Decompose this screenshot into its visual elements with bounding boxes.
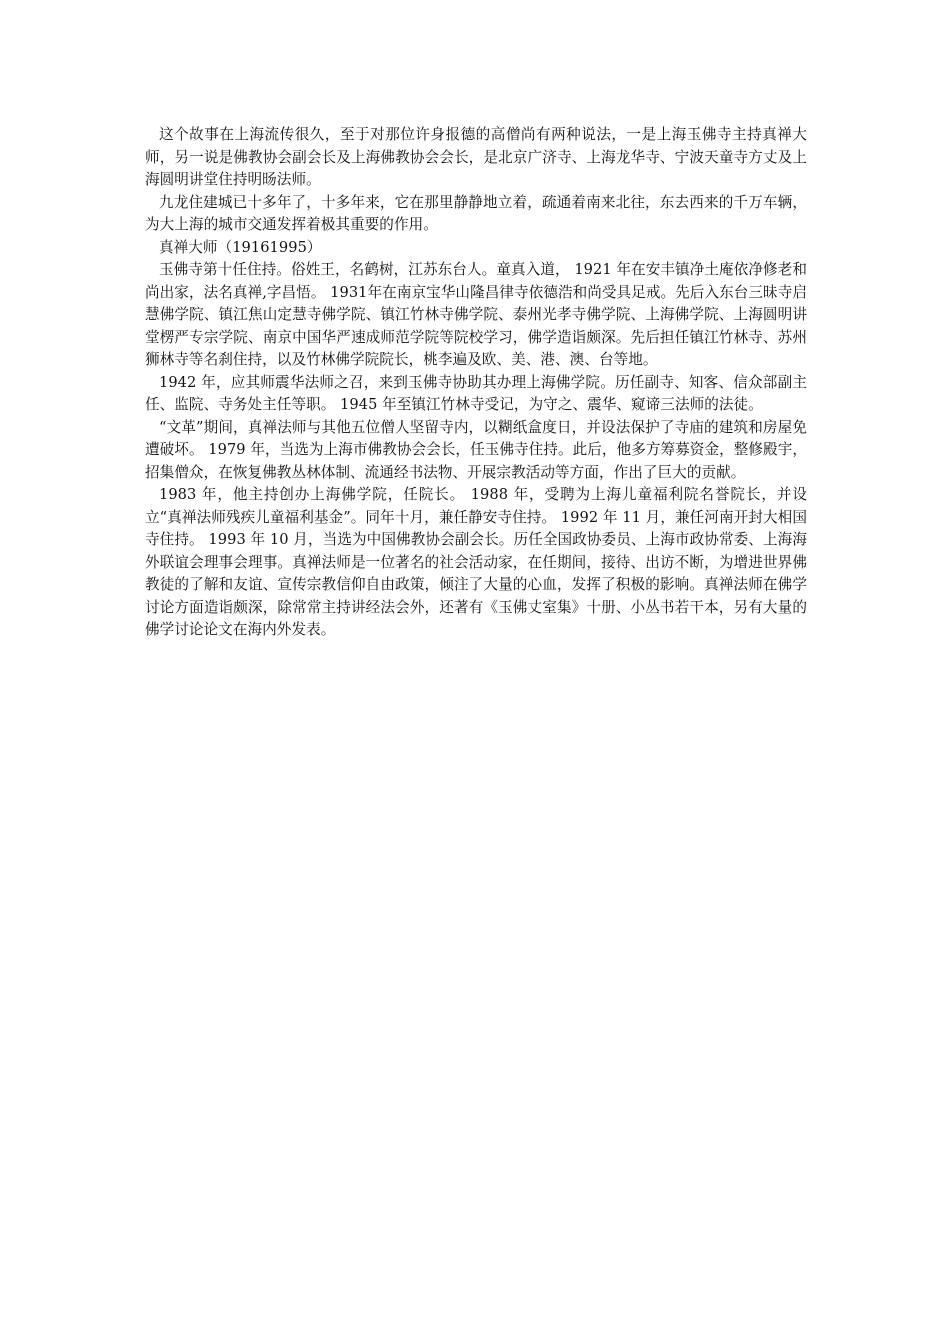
paragraph-1983: 1983 年，他主持创办上海佛学院，任院长。 1988 年，受聘为上海儿童福利院名誉院长，并设立“真禅法师残疾儿童福利基金”。同年十月，兼任静安寺住持。 1992 年 11 月，兼任河南开封大相国寺住持。 1993 年 10 月，当选为中国佛教协会副会长。历任全国政协委员、上海市政协常委、上海海外联谊会理事会理事。真禅法师是一位著名的社会活动家，在任期间，接待、出访不断，为增进世界佛教徒的了解和友谊、宣传宗教信仰自由政策，倾注了大量的心血，发挥了积极的影响。真禅法师在佛学讨论方面造诣颇深，除常常主持讲经法会外，还著有《玉佛丈室集》十册、小丛书若干本，另有大量的佛学讨论论文在海内外发表。 bbox=[145, 486, 807, 638]
paragraph-cultural-revolution: “文革”期间，真禅法师与其他五位僧人坚留寺内，以糊纸盒度日，并设法保护了寺庙的建筑和房屋免遭破坏。 1979 年，当选为上海市佛教协会会长，任玉佛寺住持。此后，他多方筹募资金，整修殿宇，招集僧众，在恢复佛教丛林体制、流通经书法物、开展宗教活动等方面，作出了巨大的贡献。 bbox=[145, 418, 807, 481]
paragraph-intro: 这个故事在上海流传很久，至于对那位许身报德的高僧尚有两种说法，一是上海玉佛寺主持真禅大师，另一说是佛教协会副会长及上海佛教协会会长，是北京广济寺、上海龙华寺、宁波天童寺方丈及上海圆明讲堂住持明旸法师。 bbox=[145, 126, 807, 188]
paragraph-bridge: 九龙住建城已十多年了，十多年来，它在那里静静地立着，疏通着南来北往，东去西来的千万车辆，为大上海的城市交通发挥着极其重要的作用。 bbox=[145, 193, 807, 233]
paragraph-1942: 1942 年，应其师震华法师之召，来到玉佛寺协助其办理上海佛学院。历任副寺、知客、信众部副主任、监院、寺务处主任等职。 1945 年至镇江竹林寺受记，为守之、震华、窥谛三法师的法徒。 bbox=[145, 373, 807, 413]
document-page bbox=[145, 124, 807, 642]
section-heading: 真禅大师（19161995） bbox=[159, 238, 322, 256]
paragraph-biography: 玉佛寺第十任住持。俗姓王，名鹤树，江苏东台人。童真入道， 1921 年在安丰镇净土庵依净修老和尚出家，法名真禅,字昌悟。 1931年在南京宝华山隆昌律寺依德浩和尚受具足戒。先后入东台三昧寺启慧佛学院、镇江焦山定慧寺佛学院、镇江竹林寺佛学院、泰州光孝寺佛学院、上海佛学院、上海圆明讲堂楞严专宗学院、南京中国华严速成师范学院等院校学习，佛学造诣颇深。先后担任镇江竹林寺、苏州狮林寺等名刹住持，以及竹林佛学院院长，桃李遍及欧、美、港、澳、台等地。 bbox=[145, 261, 807, 368]
